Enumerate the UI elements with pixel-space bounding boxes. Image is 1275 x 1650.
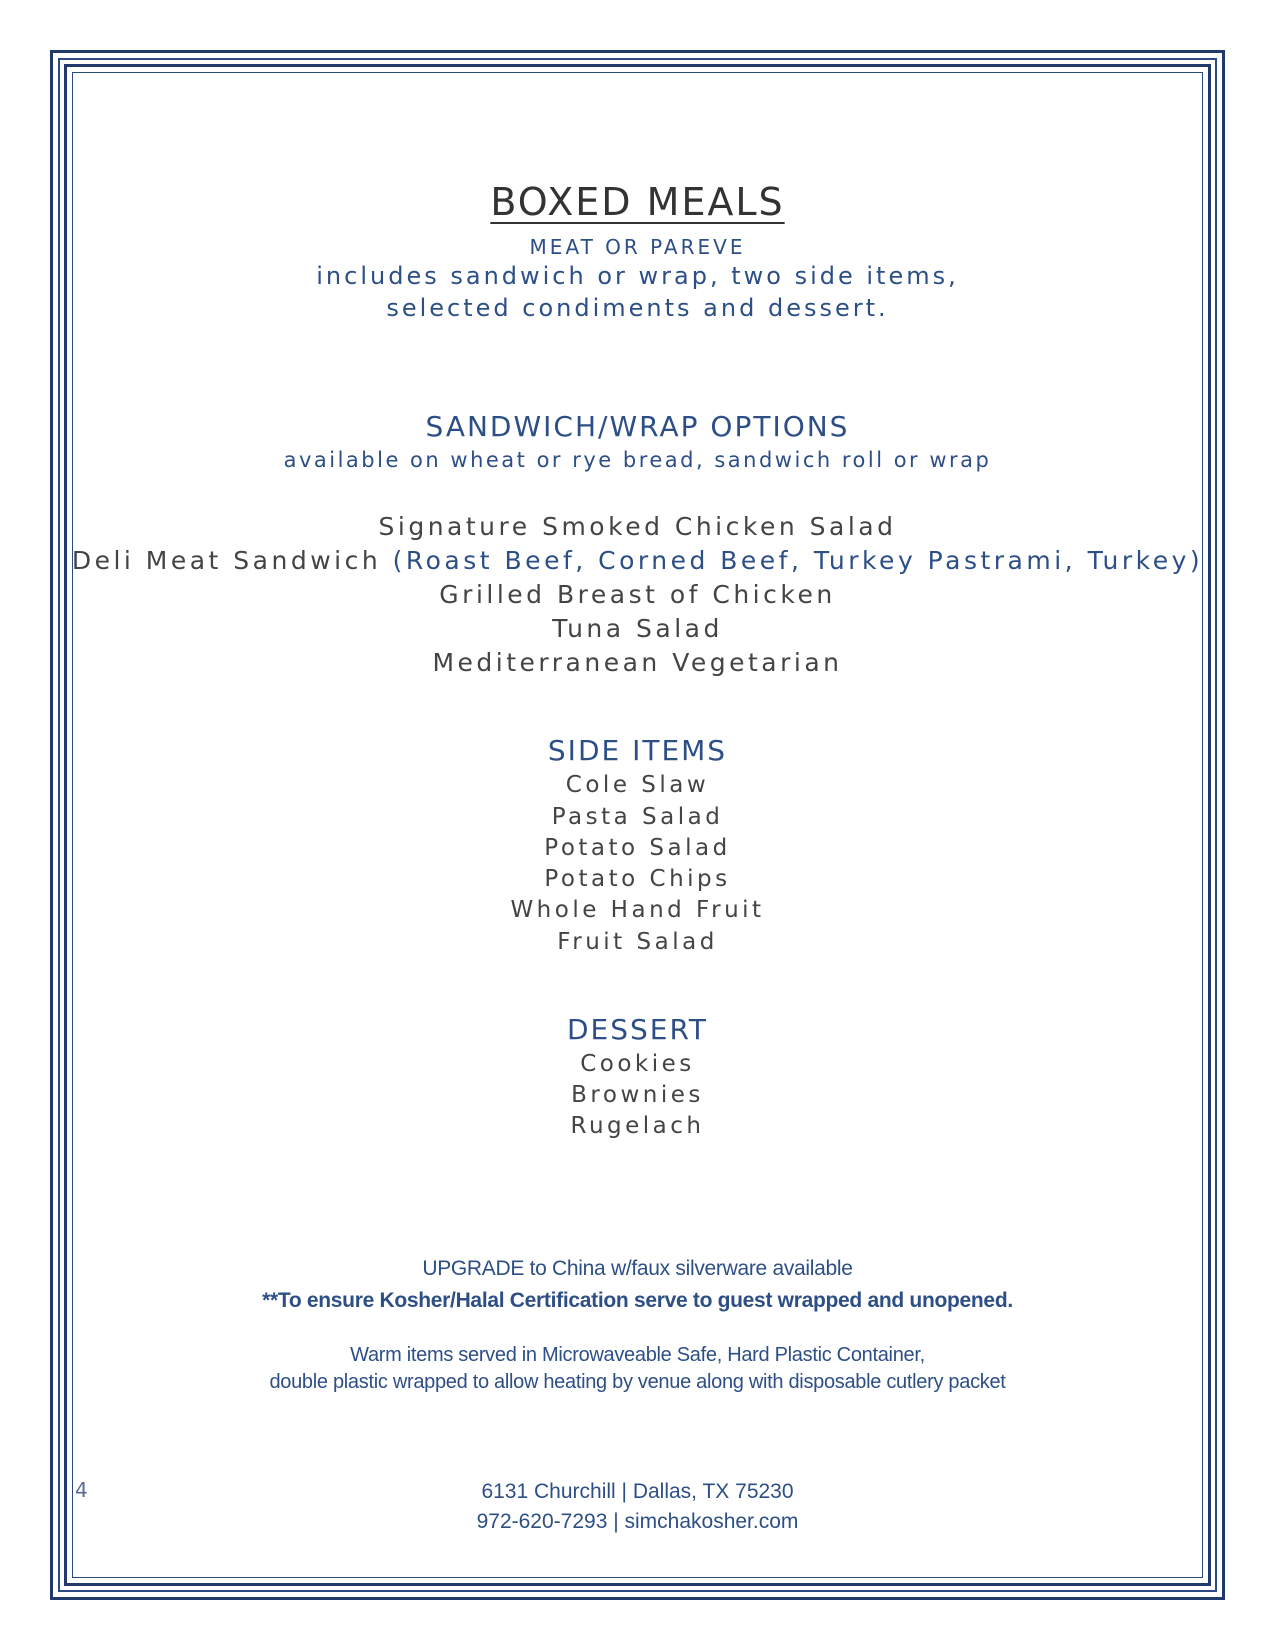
side-item: Whole Hand Fruit — [510, 897, 765, 923]
sandwich-item: Grilled Breast of Chicken — [439, 580, 836, 609]
description-line-1: includes sandwich or wrap, two side items, — [316, 262, 959, 290]
certification-note: **To ensure Kosher/Halal Certification serve to guest wrapped and unopened. — [262, 1289, 1013, 1312]
deli-label: Deli Meat Sandwich — [71, 546, 382, 575]
sandwich-item-deli — [0, 546, 1275, 575]
dessert-item: Rugelach — [570, 1113, 705, 1139]
footer-address: 6131 Churchill | Dallas, TX 75230 — [481, 1480, 794, 1503]
page-subtitle: MEAT OR PAREVE — [529, 235, 746, 259]
footer-contact: 972-620-7293 | simchakosher.com — [476, 1510, 799, 1533]
dessert-heading: DESSERT — [566, 1013, 708, 1046]
page-number: 4 — [75, 1478, 88, 1502]
page-title: BOXED MEALS — [490, 180, 785, 224]
warm-items-note-line-2: double plastic wrapped to allow heating by venue along with disposable cutlery packet — [269, 1371, 1006, 1393]
sandwich-item: Signature Smoked Chicken Salad — [378, 512, 897, 541]
warm-items-note-line-1: Warm items served in Microwaveable Safe, Hard Plastic Container, — [350, 1344, 925, 1366]
side-items-heading: SIDE ITEMS — [547, 734, 728, 767]
description-line-2: selected condiments and dessert. — [386, 294, 889, 322]
side-item: Fruit Salad — [557, 929, 718, 955]
side-item: Potato Chips — [544, 866, 731, 892]
dessert-item: Cookies — [580, 1051, 695, 1077]
deli-options: (Roast Beef, Corned Beef, Turkey Pastrami, Turkey) — [392, 546, 1204, 575]
sandwich-item: Mediterranean Vegetarian — [432, 648, 843, 677]
sandwich-heading: SANDWICH/WRAP OPTIONS — [425, 410, 850, 443]
side-item: Cole Slaw — [565, 772, 710, 798]
side-item: Pasta Salad — [551, 804, 724, 830]
sandwich-subheading: available on wheat or rye bread, sandwich roll or wrap — [283, 448, 992, 472]
upgrade-note: UPGRADE to China w/faux silverware available — [422, 1257, 853, 1280]
side-item: Potato Salad — [544, 835, 731, 861]
sandwich-item: Tuna Salad — [552, 614, 723, 643]
dessert-item: Brownies — [571, 1082, 704, 1108]
